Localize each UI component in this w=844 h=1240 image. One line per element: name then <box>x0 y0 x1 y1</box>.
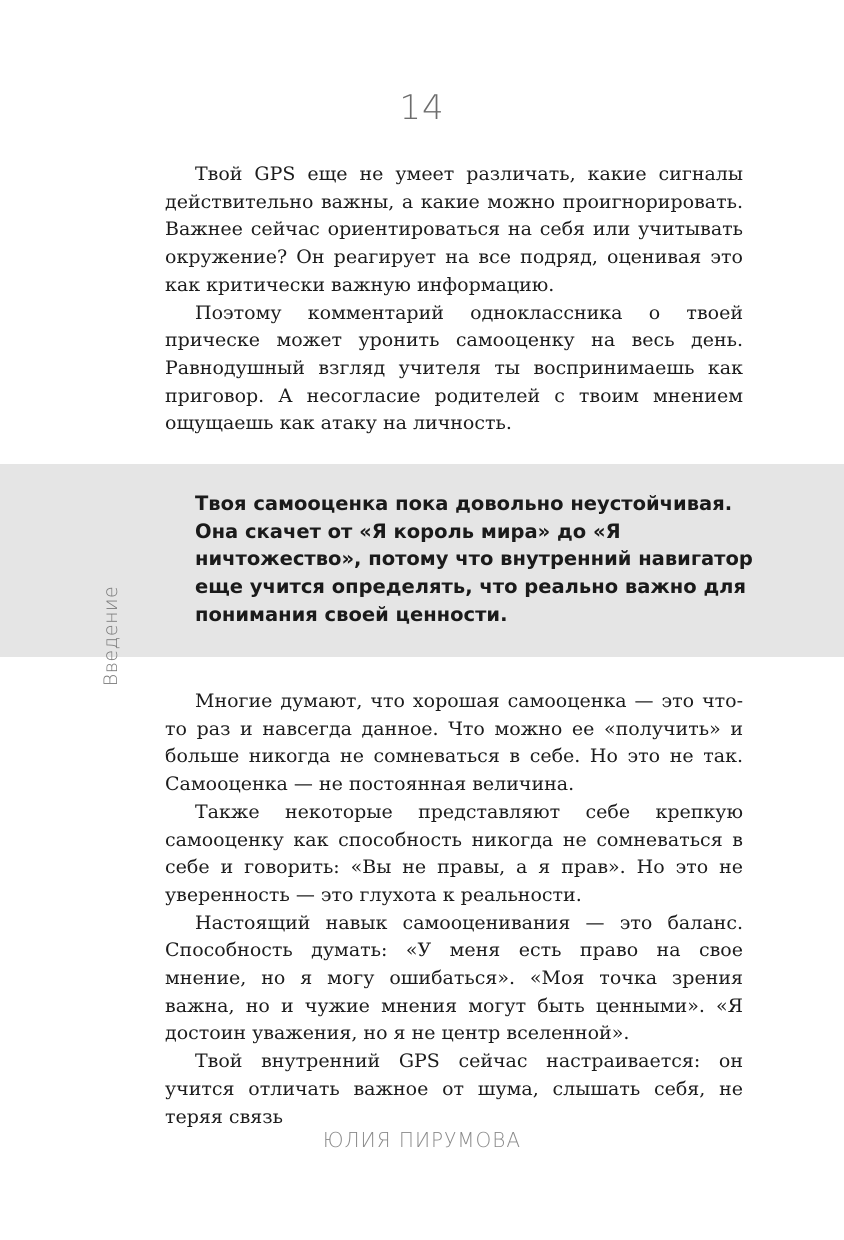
paragraph: Поэтому комментарий одноклассника о твоей прическе может уронить самооценку на весь день. Равнодушный взгляд учителя ты воспринимаешь как приговор. А несогласие родителей с твоим мнением ощущаешь как атаку на личность. <box>165 301 743 435</box>
chapter-side-label: Введение <box>100 585 122 687</box>
paragraph: Настоящий навык самооценивания — это баланс. Способность думать: «У меня есть право на свое мнение, но я могу ошибаться». «Моя точка зрения важна, но и чужие мнения могут быть ценными». «Я достоин уважения, но я не центр вселенной». <box>165 911 743 1045</box>
paragraph: Также некоторые представляют себе крепкую самооценку как способность никогда не сомневаться в себе и говорить: «Вы не правы, а я прав». Но это не уверенность — это глухота к реальности. <box>165 800 743 906</box>
paragraph: Твой внутренний GPS сейчас настраивается: он учится отличать важное от шума, слышать себя, не теряя связь <box>165 1050 743 1128</box>
upper-text-block <box>165 161 743 438</box>
callout-text: Твоя самооценка пока довольно неустойчивая. Она скачет от «Я король мира» до «Я ничтожество», потому что внутренний навигатор еще учится определять, что реально важно для понимания своей ценности. <box>195 492 753 626</box>
author-footer: ЮЛИЯ ПИРУМОВА <box>322 1128 522 1152</box>
callout-box <box>0 464 844 657</box>
paragraph: Многие думают, что хорошая самооценка — это что-то раз и навсегда данное. Что можно ее «получить» и больше никогда не сомневаться в себе. Но это не так. Самооценка — не постоянная величина. <box>165 690 743 796</box>
paragraph: Твой GPS еще не умеет различать, какие сигналы действительно важны, а какие можно проигнорировать. Важнее сейчас ориентироваться на себя или учитывать окружение? Он реагирует на все подряд, оценивая это как критически важную информацию. <box>165 163 743 296</box>
lower-text-block <box>165 688 743 1131</box>
page-number: 14 <box>399 88 445 128</box>
